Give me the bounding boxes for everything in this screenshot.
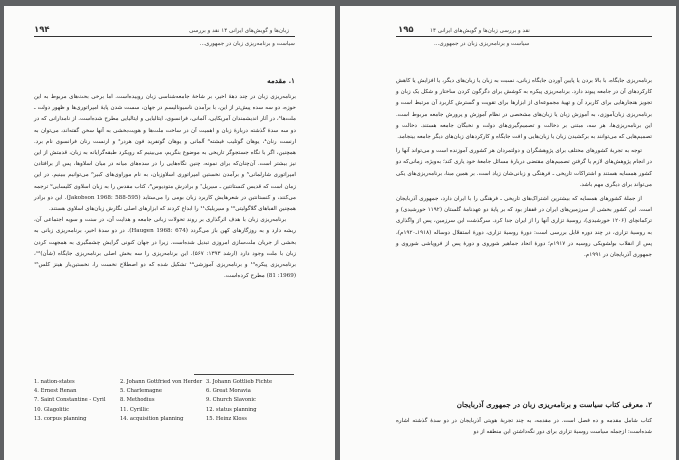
paragraph: از جملهٔ کشورهای همسایه که بیشترین اشتراک‌های تاریخی ـ فرهنگی را با ایران دارد، جمهوری آذربایجان است. این کشور بخشی از سرزمین‌های ایران در قفقاز بود که بر پایهٔ دو عهدنامهٔ گلستان (۱۱۹۲ خورشیدی) و ترکمانچای (۱۲۰۶ خورشیدی)، روسیهٔ تزاری آنها را از ایران جدا کرد. سرگذشت این سرزمین، پس از واگذاری به روسیهٔ تزاری، در چند دوره قابل بررسی است: دورهٔ روسیهٔ تزاری، دورهٔ استقلال دوساله (۱۹۱۸ـ۱۹۲۰م)، پس از انقلاب بولشویکی روسیه در ۱۹۱۷م؛ دورهٔ اتحاد جماهیر شوروی و دورهٔ پس از فروپاشی شوروی و جمهوری آذربایجان در ۱۹۹۱م. [396,196,652,259]
page-number: ۱۹۴ [34,25,50,35]
left-page [4,6,335,460]
footnote: 4. Ernest Renan [34,388,77,395]
footnote-rule [194,374,294,375]
footnotes [34,378,304,424]
footnote: 2. Johann Gottfried von Herder [120,379,203,385]
paragraph: برنامه‌ریزی زبان با هدف اثرگذاری بر روند تحولات زبانی جامعه و هدایت آن، در سنت و سویه اجتماعی آن، ریشه دارد و به روزگارهای کهن باز می‌گردد (Haugen 1968: 674). در دو سدهٔ اخیر، برنامه‌ریزی زبانی به بخشی از جریان ملت‌سازی امروزی تبدیل شده‌است. زیرا در جهان کنونی گرایش چشمگیری به همجهت کردن زبان با ملت وجود دارد (ارشد ۱۳۹۳: ۵۶۷). این برنامه‌ریزی را سه بخش اصلی برنامه‌ریزی جایگاه (شأن)¹²، برنامه‌ریزی پیکره¹³ و برنامه‌ریزی آموزشی¹⁴ تشکیل شده که دو اصطلاح نخست را، نخستین‌بار هینز کلس¹⁵ (1969: 81) مطرح کرده‌است. [34,217,296,280]
page-number: ۱۹۵ [398,25,414,35]
paragraph: برنامه‌ریزی زبان در چند دههٔ اخیر، بر شاخهٔ جامعه‌شناسی زبان روییده‌است. اما برخی بحث‌های مربوط به این حوزه، دو سه سده پیش‌تر از این، با برآمدن ناسیونالیسم در جهان، سست شدن پایهٔ امپراتوری‌ها و ظهور دولت ـ ملت‌ها¹، در آثار اندیشمندان آمریکایی، آلمانی، فرانسوی، ایتالیایی و ایتالیایی مطرح شده‌است. از نامدارانی که در دو سه سدهٔ گذشته دربارهٔ زبان و اهمیت آن در ساخت ملت‌ها و هویت‌بخشی به آنها سخن گفته‌اند، می‌توان به ارنست رنان⁴، یوهان گوتلیب فیشته³ آلمانی و یوهان گوتفرید فون هردر² و ارنست رنان فرانسوی نام برد. همچنین، اگر با نگاه جستجوگر تاریخی به موضوع بنگریم، می‌بینیم که رویکرد طبقه‌گرایانه به زبان، قدمتش از این نیز بیشتر است. آن‌چنان‌که برای نمونه، چنین نگاه‌هایی را در سده‌های میانه در میان اسلاوها، پس از برافتادن امپراتوری شارلمانی⁵ و برآمدن نخستین امپراتوری اسلاوزبان، به نام موراوی‌های کبیر⁶ می‌توانیم ببینیم. در این زمان است که قدیس کنستانتین ـ سیریل⁷ و برادرش متودیوس⁸، کتاب مقدس را به زبان اسلاوی کلیسایی⁹ ترجمه می‌کنند، و کنستانتین در شعرهایش کاربرد زبان بومی را می‌ستاید (Jakobson 1968: 588-595). این دو برادر همچنین الفباهای گلاگولیتی¹⁰ و سیریلیک¹¹ را ابداع کردند که ابزارهای اصلی نگارش زبان‌های اسلاوی هستند. [34,94,296,213]
right-page-header [340,26,676,66]
footnote: 7. Saint Constantine - Cyril [34,397,106,404]
left-page-header [4,26,335,66]
running-head-title: نقد و بررسی زبان‌ها و گویش‌های ایرانی ۱۴ [430,28,530,34]
running-head-title: زبان‌ها و گویش‌های ایرانی ۱۴ نقد و بررسی [189,28,289,34]
footnote: 14. acquisition planning [120,415,184,422]
footnote: 13. corpus planning [34,415,87,422]
paragraph: کتاب شامل مقدمه و ده فصل است. در مقدمه، به چند تجربهٔ هویتی آذربایجان در دو سدهٔ گذشته اشاره شده‌است: ازجمله سیاست روسیهٔ تزاری برای دور نگه‌داشتن این منطقه از دو [396,418,652,436]
header-rule [34,36,295,37]
running-head-subtitle: سیاست و برنامه‌ریزی زبان در جمهوری... [199,41,295,47]
footnote: 3. Johann Gottlieb Fichte [206,379,273,385]
header-rule [396,36,652,37]
right-body-text [396,76,652,261]
footnote: 9. Church Slavonic [206,397,256,404]
right-page [340,6,676,460]
footnote: 8. Methodius [120,397,155,404]
footnote: 1. nation-states [34,379,75,385]
footnote: 10. Glagolitic [34,406,70,413]
section-title-book-review: ۲. معرفی کتاب سیاست و برنامه‌ریزی زبان در جمهوری آذربایجان [456,400,652,409]
running-head-subtitle: سیاست و برنامه‌ریزی زبان در جمهوری... [434,41,530,47]
paragraph: برنامه‌ریزی جایگاه، با بالا بردن یا پایین آوردن جایگاه زبانی، نسبت به زبان یا زبان‌های دیگر، یا افزایش یا کاهش کارکردهای آن در جامعه پیوند دارد. برنامه‌ریزی پیکره به کوشش برای دگرگون کردن ساختار و شکل یک زبان و تجویز هنجارهایی برای کاربرد آن و تهیهٔ مجموعه‌ای از ابزارها برای تقویت و گسترش کاربرد آن مرتبط است و برنامه‌ریزی زبان‌آموزی، به آموزش زبان یا زبان‌های مشخصی در نظام آموزش و پرورش جامعه مربوط است. این برنامه‌ریزی‌ها، هر سه، مبتنی بر دخالت و تصمیم‌گیری‌های دولت و نخبگان جامعه هستند. دخالت و تصمیم‌هایی که می‌توانند به برکشیدن زبان یا زبان‌هایی و افت جایگاه و کارکردهای زبان‌های دیگر جامعه بینجامد. [396,78,652,141]
footnote: 11. Cyrillic [120,406,149,413]
paragraph: توجه به تجربهٔ کشورهای مختلف برای پژوهشگران و دولتمردان هر کشوری آموزنده است و می‌تواند آنها را در انجام پژوهش‌های لازم یا گرفتن تصمیم‌های مقتضی دربارهٔ مسائل جامعهٔ خود یاری کند؛ به‌ویژه، زمانی‌که دو کشور همسایه هستند و اشتراکات تاریخی ـ فرهنگی و زبانی‌شان زیاد است. بر همین مبنا، برنامه‌ریزی‌های یکی می‌تواند برای دیگری مهم باشد. [396,148,652,188]
footnote: 5. Charlemagne [120,388,162,395]
right-last-text [396,416,652,438]
section-title-introduction: ۱. مقدمه [267,76,295,85]
footnote: 15. Heinz Kloss [206,415,247,422]
left-body-text [34,92,296,282]
footnote: 12. status planning [206,406,257,413]
footnote: 6. Great Moravia [206,388,251,395]
